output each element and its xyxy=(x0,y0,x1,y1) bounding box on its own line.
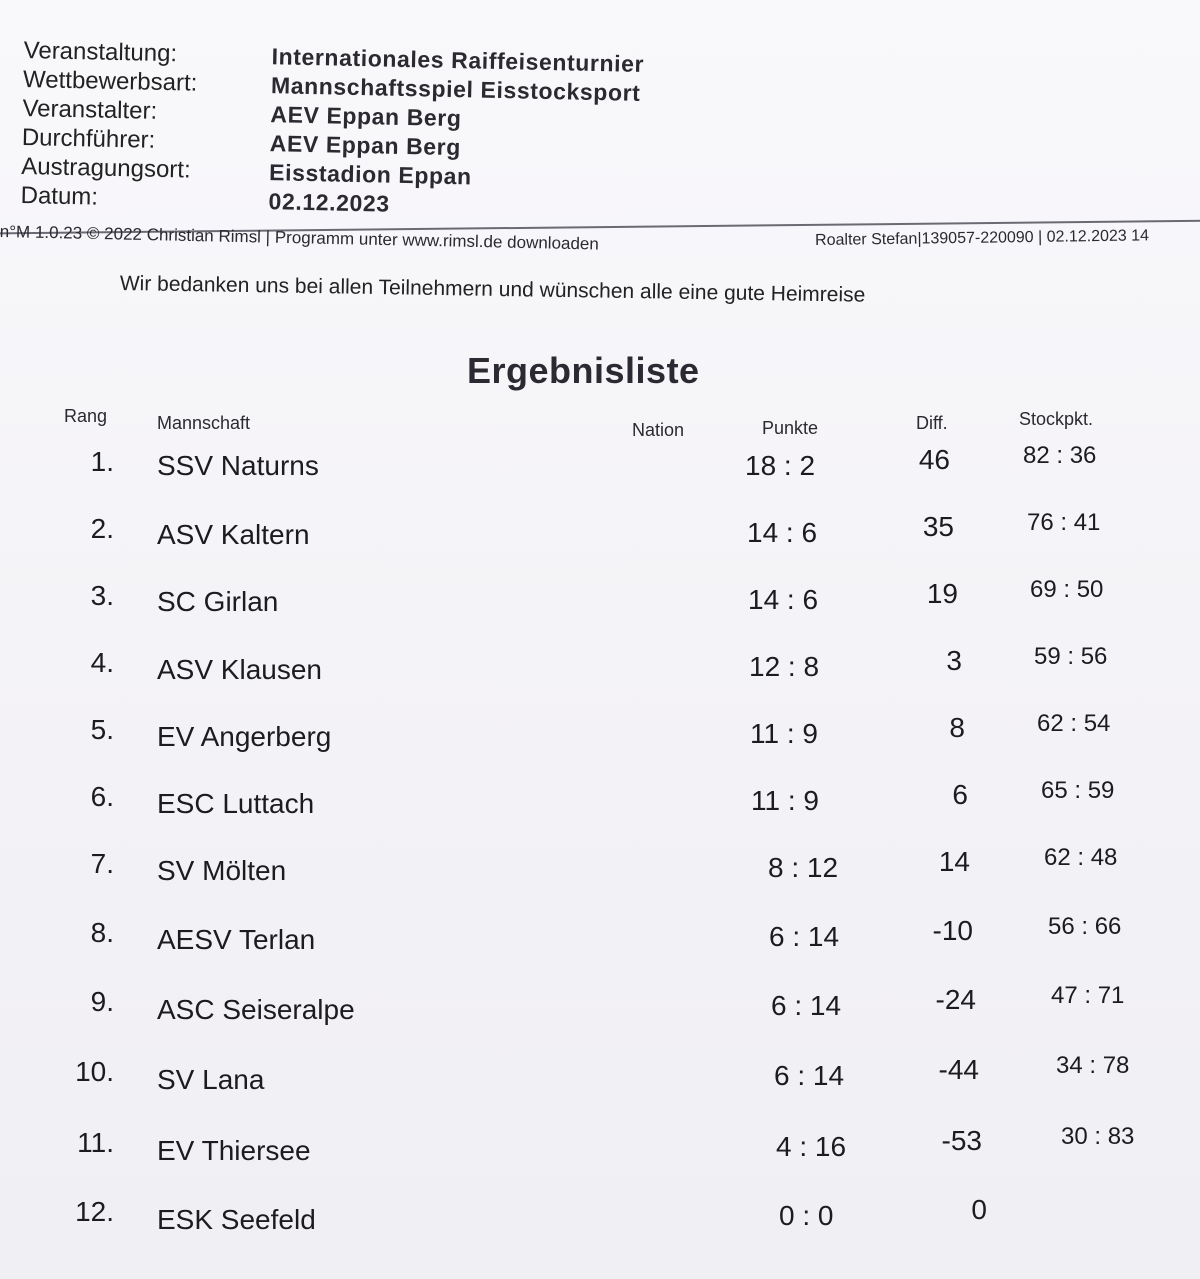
stock-points-cell: 76 : 41 xyxy=(1027,509,1101,536)
organizer-label: Veranstalter: xyxy=(22,94,158,125)
points-cell: 12 : 8 xyxy=(749,651,820,682)
table-row xyxy=(0,710,1200,758)
header-rang: Rang xyxy=(64,406,108,426)
diff-cell: 3 xyxy=(946,645,962,676)
points-cell: 14 : 6 xyxy=(747,517,818,548)
table-row xyxy=(0,442,1200,490)
table-row xyxy=(0,1123,1200,1171)
diff-cell: 0 xyxy=(971,1194,987,1225)
points-cell: 6 : 14 xyxy=(771,990,842,1021)
diff-cell: 8 xyxy=(949,712,965,743)
header-mannschaft: Mannschaft xyxy=(157,413,251,433)
thank-you-note: Wir bedanken uns bei allen Teilnehmern und wünschen alle eine gute Heimreise xyxy=(119,272,866,307)
team-cell: ASV Kaltern xyxy=(157,519,310,550)
team-cell: EV Thiersee xyxy=(157,1135,311,1166)
header-stockpkt: Stockpkt. xyxy=(1019,409,1094,429)
stock-points-cell: 62 : 48 xyxy=(1044,844,1118,871)
diff-cell: 6 xyxy=(952,779,968,810)
stock-points-cell: 65 : 59 xyxy=(1041,777,1115,804)
team-cell: SSV Naturns xyxy=(157,450,319,481)
venue-value: Eisstadion Eppan xyxy=(268,159,473,190)
competition-type-value: Mannschaftsspiel Eisstocksport xyxy=(270,72,641,106)
stock-points-cell: 69 : 50 xyxy=(1030,576,1104,603)
table-row xyxy=(0,643,1200,691)
diff-cell: -53 xyxy=(941,1125,982,1156)
operator-stamp: Roalter Stefan|139057-220090 | 02.12.2023 14 xyxy=(815,227,1150,249)
software-credit: n°M 1.0.23 © 2022 Christian Rimsl | Programm unter www.rimsl.de downloaden xyxy=(0,222,600,254)
rank-cell: 8. xyxy=(90,917,114,948)
diff-cell: -24 xyxy=(935,984,976,1015)
rank-cell: 6. xyxy=(90,781,114,812)
points-cell: 6 : 14 xyxy=(769,921,840,952)
points-cell: 4 : 16 xyxy=(776,1131,847,1162)
event-label: Veranstaltung: xyxy=(23,36,178,68)
team-cell: ESK Seefeld xyxy=(157,1204,316,1235)
event-value: Internationales Raiffeisenturnier xyxy=(271,43,645,77)
header-punkte: Punkte xyxy=(762,418,819,438)
table-row xyxy=(0,777,1200,825)
diff-cell: -44 xyxy=(938,1054,979,1085)
stock-points-cell: 56 : 66 xyxy=(1048,913,1122,940)
stock-points-cell: 59 : 56 xyxy=(1034,643,1108,670)
stock-points-cell: 30 : 83 xyxy=(1061,1123,1135,1150)
rank-cell: 1. xyxy=(90,446,114,477)
diff-cell: 46 xyxy=(918,444,950,475)
points-cell: 11 : 9 xyxy=(750,718,818,749)
points-cell: 6 : 14 xyxy=(774,1060,845,1091)
rank-cell: 2. xyxy=(90,513,114,544)
points-cell: 14 : 6 xyxy=(748,584,819,615)
page-title: Ergebnisliste xyxy=(467,350,700,391)
venue-label: Austragungsort: xyxy=(20,152,191,184)
team-cell: ASV Klausen xyxy=(157,654,322,685)
diff-cell: 19 xyxy=(926,578,958,609)
table-row xyxy=(0,913,1200,961)
rank-cell: 3. xyxy=(90,580,114,611)
header-nation: Nation xyxy=(632,420,685,440)
points-cell: 18 : 2 xyxy=(745,450,816,481)
date-value: 02.12.2023 xyxy=(268,188,390,217)
competition-type-label: Wettbewerbsart: xyxy=(22,65,198,97)
rank-cell: 4. xyxy=(90,647,114,678)
date-label: Datum: xyxy=(20,181,99,211)
table-row xyxy=(0,509,1200,557)
team-cell: SV Mölten xyxy=(157,855,287,886)
team-cell: EV Angerberg xyxy=(157,721,332,752)
header-diff: Diff. xyxy=(916,413,948,433)
team-cell: SC Girlan xyxy=(157,586,279,617)
rank-cell: 7. xyxy=(90,848,114,879)
diff-cell: 14 xyxy=(938,846,970,877)
table-row xyxy=(0,1196,1200,1240)
rank-cell: 5. xyxy=(90,714,114,745)
stock-points-cell: 34 : 78 xyxy=(1056,1052,1130,1079)
stock-points-cell: 47 : 71 xyxy=(1051,982,1125,1009)
table-row xyxy=(0,982,1200,1030)
points-cell: 0 : 0 xyxy=(779,1200,834,1231)
stock-points-cell: 82 : 36 xyxy=(1023,442,1097,469)
diff-cell: 35 xyxy=(922,511,954,542)
rank-cell: 9. xyxy=(90,986,114,1017)
rank-cell: 10. xyxy=(75,1056,114,1087)
table-row xyxy=(0,844,1200,892)
team-cell: ASC Seiseralpe xyxy=(157,994,355,1025)
team-cell: AESV Terlan xyxy=(157,924,316,955)
organizer-value: AEV Eppan Berg xyxy=(270,101,462,132)
points-cell: 8 : 12 xyxy=(768,852,839,883)
team-cell: ESC Luttach xyxy=(157,788,315,819)
diff-cell: -10 xyxy=(932,915,973,946)
executor-label: Durchführer: xyxy=(21,123,156,154)
rank-cell: 12. xyxy=(75,1196,114,1227)
stock-points-cell: 62 : 54 xyxy=(1037,710,1111,737)
table-row xyxy=(0,1052,1200,1100)
points-cell: 11 : 9 xyxy=(751,785,819,816)
table-row xyxy=(0,576,1200,624)
executor-value: AEV Eppan Berg xyxy=(269,130,462,161)
rank-cell: 11. xyxy=(77,1127,114,1158)
team-cell: SV Lana xyxy=(157,1064,265,1095)
